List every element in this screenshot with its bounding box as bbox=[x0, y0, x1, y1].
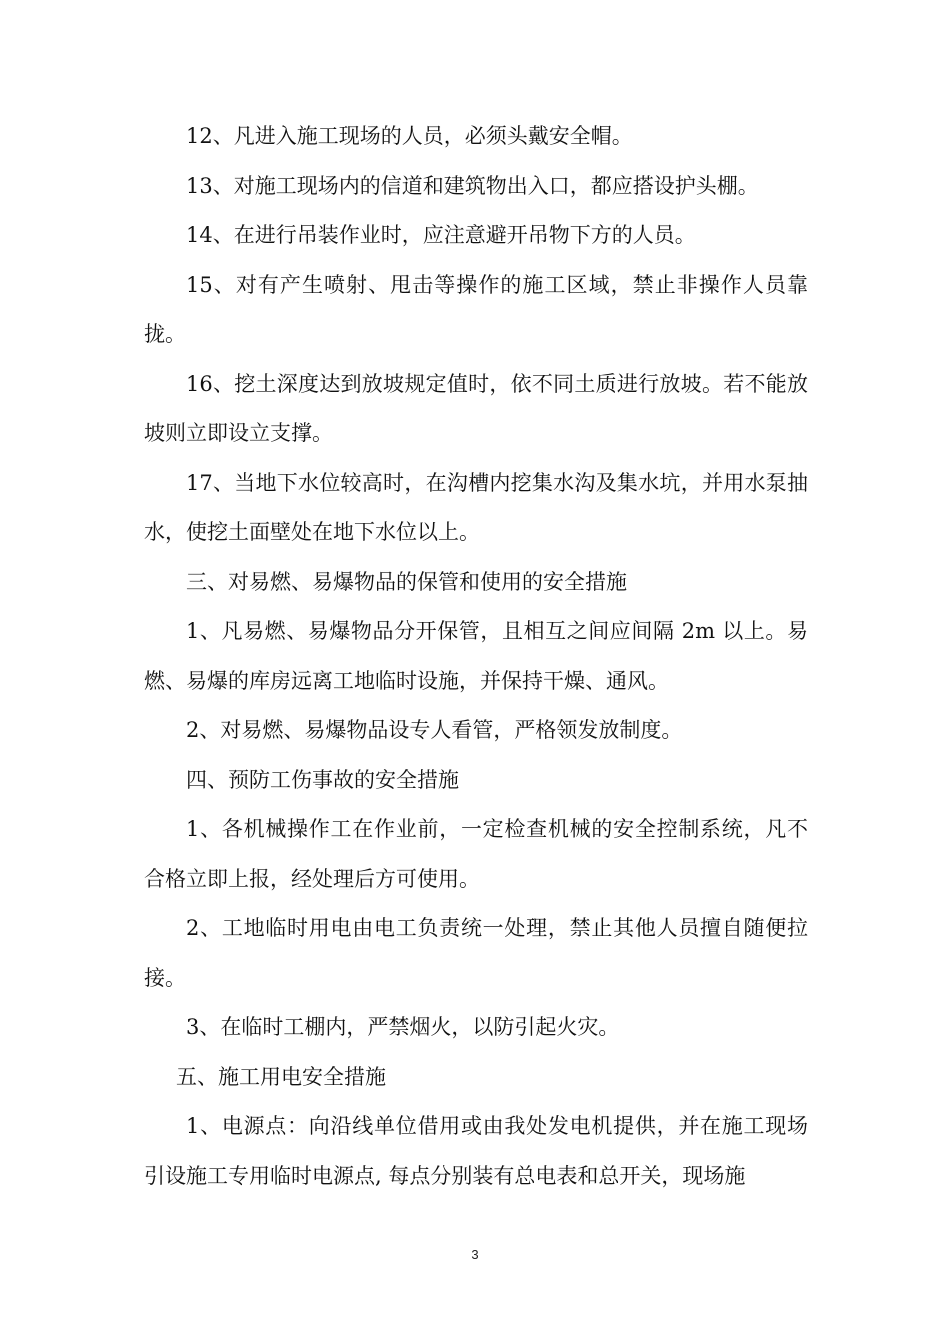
section-heading-5: 五、施工用电安全措施 bbox=[176, 1064, 386, 1089]
paragraph-12: 12、凡进入施工现场的人员，必须头戴安全帽。 bbox=[186, 124, 633, 148]
document-body bbox=[144, 112, 808, 1201]
paragraph-4-3: 3、在临时工棚内，严禁烟火，以防引起火灾。 bbox=[186, 1015, 620, 1039]
paragraph-14: 14、在进行吊装作业时，应注意避开吊物下方的人员。 bbox=[186, 223, 696, 247]
paragraph-5-1: 1、电源点：向沿线单位借用或由我处发电机提供，并在施工现场引设施工专用临时电源点, 每点分别装有总电表和总开关，现场施 bbox=[144, 1114, 808, 1188]
paragraph-3-1: 1、凡易燃、易爆物品分开保管，且相互之间应间隔 2m 以上。易燃、易爆的库房远离工地临时设施，并保持干燥、通风。 bbox=[144, 619, 808, 693]
paragraph-4-1: 1、各机械操作工在作业前，一定检查机械的安全控制系统，凡不合格立即上报，经处理后方可使用。 bbox=[144, 817, 808, 891]
paragraph-17: 17、当地下水位较高时，在沟槽内挖集水沟及集水坑，并用水泵抽水，使挖土面壁处在地下水位以上。 bbox=[144, 470, 808, 544]
paragraph-15: 15、对有产生喷射、甩击等操作的施工区域，禁止非操作人员靠拢。 bbox=[144, 272, 808, 346]
paragraph-13: 13、对施工现场内的信道和建筑物出入口，都应搭设护头棚。 bbox=[186, 173, 759, 198]
paragraph-16: 16、挖土深度达到放坡规定值时，依不同土质进行放坡。若不能放坡则立即设立支撑。 bbox=[144, 371, 808, 445]
paragraph-3-2: 2、对易燃、易爆物品设专人看管，严格领发放制度。 bbox=[186, 718, 683, 742]
paragraph-4-2: 2、工地临时用电由电工负责统一处理，禁止其他人员擅自随便拉接。 bbox=[144, 916, 808, 990]
section-heading-4: 四、预防工伤事故的安全措施 bbox=[186, 767, 459, 792]
section-heading-3: 三、对易燃、易爆物品的保管和使用的安全措施 bbox=[186, 569, 627, 594]
page-number: 3 bbox=[471, 1247, 479, 1262]
